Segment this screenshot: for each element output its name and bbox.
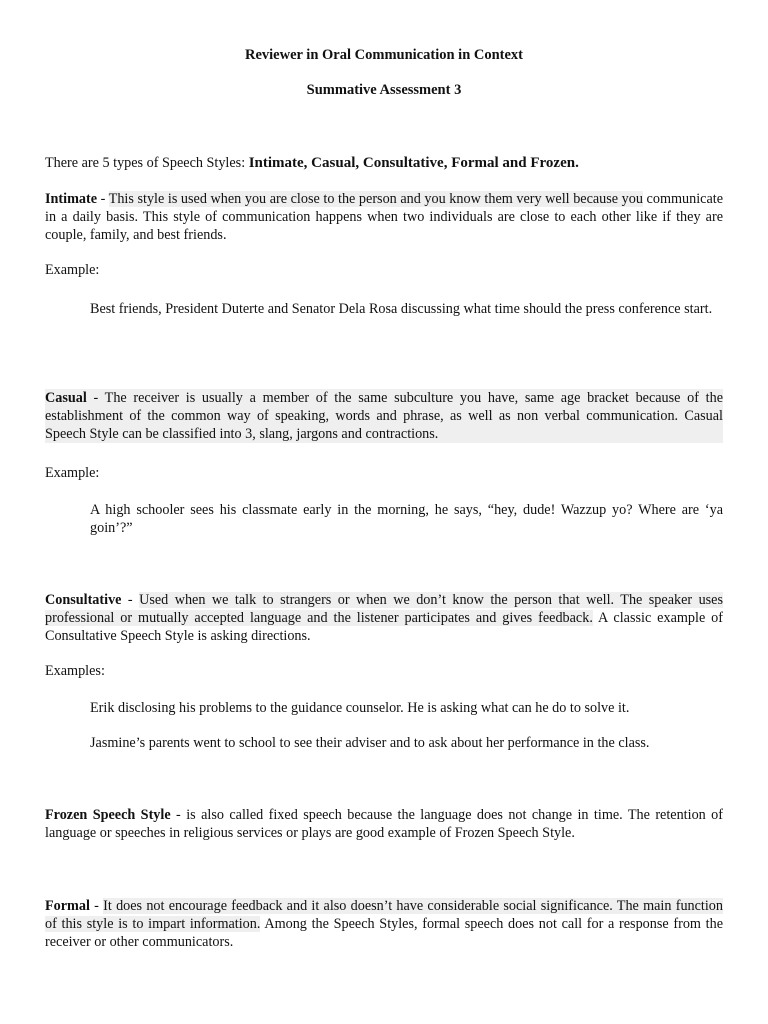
frozen-paragraph [45,806,723,842]
intimate-example: Best friends, President Duterte and Senator Dela Rosa discussing what time should the press conference start. [90,301,713,317]
formal-body: Among the Speech Styles, formal speech does not call for a response from the receiver or other communicators. [45,916,723,950]
formal-sep: - [89,898,104,914]
formal-term: Formal [45,898,90,914]
consultative-example-label: Examples: [45,663,105,679]
consultative-sep: - [121,592,140,608]
intimate-body: communicate in a daily basis. This style of communication happens when two individuals are close to each other like if they are couple, family, and best friends. [45,191,723,243]
consultative-body: A classic example of Consultative Speech Style is asking directions. [45,610,723,644]
casual-example-label: Example: [45,465,100,481]
casual-body: The receiver is usually a member of the same subculture you have, same age bracket because of the establishment of the common way of speaking, words and phrase, as well as non verbal communication. Casual Speech Style can be classified into 3, slang, jargons and contractions. [45,390,723,442]
document-title: Reviewer in Oral Communication in Context [244,47,524,63]
frozen-term: Frozen Speech Style [45,807,171,823]
frozen-body: is also called fixed speech because the language does not change in time. The retention of language or speeches in religious services or plays are good example of Frozen Speech Style. [45,807,723,841]
consultative-example-1: Erik disclosing his problems to the guidance counselor. He is asking what can he do to solve it. [90,700,630,716]
casual-example: A high schooler sees his classmate early in the morning, he says, “hey, dude! Wazzup yo? Where are ‘ya goin’?” [90,502,723,536]
speech-style-types: Intimate, Casual, Consultative, Formal and Frozen. [248,155,579,171]
intimate-example-label: Example: [45,262,100,278]
document-subtitle: Summative Assessment 3 [306,82,462,98]
intimate-sep: - [97,191,109,207]
consultative-body-highlight: Used when we talk to strangers or when we don’t know the person that well. The speaker uses professional or mutually accepted language and the listener participates and gives feedback. [45,592,723,626]
intro-paragraph [45,154,723,172]
intimate-term: Intimate [45,191,98,207]
consultative-term: Consultative [45,592,122,608]
intro-text: There are 5 types of Speech Styles: [45,155,249,171]
consultative-paragraph [45,591,723,645]
consultative-example-2: Jasmine’s parents went to school to see their adviser and to ask about her performance in the class. [90,735,650,751]
intimate-paragraph [45,190,723,244]
formal-paragraph [45,897,723,951]
casual-sep: - [86,390,105,406]
casual-term: Casual [45,390,87,406]
formal-body-highlight: It does not encourage feedback and it also doesn’t have considerable social significance. The main function of this style is to impart information. [45,898,723,932]
intimate-body-highlight: This style is used when you are close to the person and you know them very well because you [108,191,643,207]
frozen-sep: - [170,807,187,823]
casual-paragraph [45,389,723,443]
